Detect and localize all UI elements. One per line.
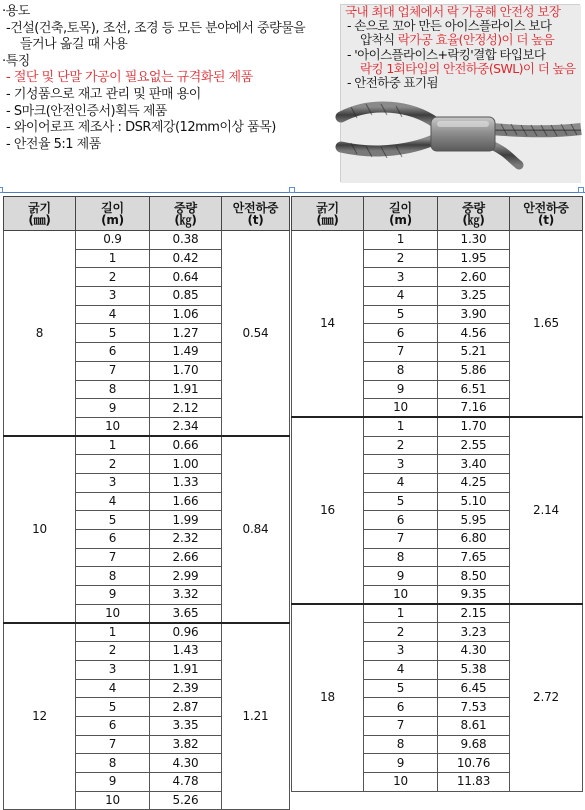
weight-cell: 9.35 (438, 586, 510, 605)
weight-cell: 1.27 (150, 324, 222, 343)
usage-line-2: 들거나 옮길 때 사용 (20, 37, 128, 53)
table-row (292, 231, 583, 250)
usage-title: ·용도 (2, 4, 30, 19)
diameter-cell: 10 (4, 436, 76, 623)
length-cell: 4 (364, 473, 438, 492)
length-cell: 9 (76, 586, 150, 605)
length-cell: 8 (364, 548, 438, 567)
table-body (292, 231, 583, 792)
weight-cell: 6.80 (438, 530, 510, 549)
length-cell: 5 (364, 679, 438, 698)
weight-cell: 4.56 (438, 324, 510, 343)
length-cell: 10 (364, 586, 438, 605)
length-cell: 10 (76, 604, 150, 623)
weight-cell: 1.33 (150, 473, 222, 492)
weight-cell: 2.66 (150, 548, 222, 567)
length-cell: 10 (364, 399, 438, 418)
length-cell: 4 (364, 660, 438, 679)
weight-cell: 3.23 (438, 623, 510, 642)
diameter-cell: 18 (292, 604, 364, 791)
weight-cell: 4.78 (150, 772, 222, 791)
table-row (4, 623, 290, 642)
selection-handle-middle[interactable] (289, 187, 295, 193)
header-weight: 중량 (㎏) (150, 197, 222, 231)
length-cell: 7 (76, 361, 150, 380)
swl-cell: 2.72 (510, 604, 583, 791)
length-cell: 9 (364, 380, 438, 399)
length-cell: 6 (364, 324, 438, 343)
weight-cell: 2.55 (438, 436, 510, 455)
swl-cell: 1.65 (510, 231, 583, 418)
length-cell: 7 (364, 343, 438, 362)
length-cell: 1 (76, 249, 150, 268)
length-cell: 5 (76, 324, 150, 343)
weight-cell: 4.25 (438, 473, 510, 492)
diameter-cell: 16 (292, 417, 364, 604)
weight-cell: 5.38 (438, 660, 510, 679)
length-cell: 1 (76, 623, 150, 642)
diameter-cell: 8 (4, 231, 76, 437)
weight-cell: 7.16 (438, 399, 510, 418)
header-swl: 안전하중 (t) (222, 197, 290, 231)
description-text (2, 4, 338, 153)
length-cell: 8 (364, 735, 438, 754)
weight-cell: 1.66 (150, 492, 222, 511)
length-cell: 4 (76, 679, 150, 698)
length-cell: 6 (76, 716, 150, 735)
length-cell: 7 (364, 530, 438, 549)
length-cell: 6 (364, 511, 438, 530)
spec-table-right (291, 196, 583, 792)
weight-cell: 5.21 (438, 343, 510, 362)
length-cell: 4 (364, 287, 438, 306)
weight-cell: 11.83 (438, 772, 510, 791)
length-cell: 10 (76, 791, 150, 810)
usage-line-1: -건설(건축,토목), 조선, 조경 등 모든 분야에서 중량물을 (6, 20, 306, 36)
length-cell: 3 (76, 660, 150, 679)
weight-cell: 2.34 (150, 417, 222, 436)
weight-cell: 1.99 (150, 511, 222, 530)
weight-cell: 7.53 (438, 698, 510, 717)
length-cell: 4 (76, 492, 150, 511)
feature-4: - 와이어로프 제조사 : DSR제강(12mm이상 품목) (6, 120, 276, 136)
length-cell: 6 (364, 698, 438, 717)
weight-cell: 7.65 (438, 548, 510, 567)
weight-cell: 4.30 (438, 642, 510, 661)
weight-cell: 0.64 (150, 268, 222, 287)
weight-cell: 0.38 (150, 231, 222, 250)
weight-cell: 5.95 (438, 511, 510, 530)
selection-handle-left[interactable] (0, 187, 3, 193)
weight-cell: 2.12 (150, 399, 222, 418)
length-cell: 4 (76, 305, 150, 324)
length-cell: 5 (76, 511, 150, 530)
weight-cell: 0.42 (150, 249, 222, 268)
length-cell: 7 (364, 716, 438, 735)
weight-cell: 1.91 (150, 380, 222, 399)
table-row (4, 436, 290, 455)
feature-2: - 기성품으로 재고 관리 및 판매 용이 (6, 86, 201, 102)
length-cell: 1 (364, 417, 438, 436)
length-cell: 3 (364, 268, 438, 287)
table-header-row (4, 197, 290, 231)
length-cell: 5 (364, 305, 438, 324)
weight-cell: 3.82 (150, 735, 222, 754)
weight-cell: 1.91 (150, 660, 222, 679)
photo-caption (345, 5, 581, 90)
length-cell: 7 (76, 548, 150, 567)
weight-cell: 1.70 (438, 417, 510, 436)
weight-cell: 0.96 (150, 623, 222, 642)
weight-cell: 1.70 (150, 361, 222, 380)
feature-1: - 절단 및 단말 가공이 필요없는 규격화된 제품 (6, 70, 253, 86)
swl-cell: 1.21 (222, 623, 290, 810)
product-description-box (0, 0, 585, 193)
length-cell: 3 (364, 455, 438, 474)
weight-cell: 3.40 (438, 455, 510, 474)
weight-cell: 3.35 (150, 716, 222, 735)
length-cell: 1 (364, 604, 438, 623)
photo-point-1a: - 손으로 꼬아 만든 아이스플라이스 보다 (347, 18, 552, 34)
weight-cell: 2.15 (438, 604, 510, 623)
swl-cell: 0.84 (222, 436, 290, 623)
weight-cell: 1.00 (150, 455, 222, 474)
length-cell: 9 (76, 772, 150, 791)
photo-headline: 국내 최대 업체에서 락 가공해 안전성 보장 (345, 4, 561, 19)
weight-cell: 8.50 (438, 567, 510, 586)
diameter-cell: 12 (4, 623, 76, 810)
weight-cell: 10.76 (438, 754, 510, 773)
feature-3: - S마크(안전인증서)획득 제품 (6, 103, 167, 119)
length-cell: 7 (76, 735, 150, 754)
length-cell: 2 (364, 623, 438, 642)
table-row (4, 231, 290, 250)
swl-cell: 2.14 (510, 417, 583, 604)
weight-cell: 0.66 (150, 436, 222, 455)
table-row (292, 604, 583, 623)
header-length: 길이 (m) (76, 197, 150, 231)
photo-point-2b: 락킹 1회타입의 안전하중(SWL)이 더 높음 (360, 60, 576, 76)
length-cell: 2 (76, 455, 150, 474)
length-cell: 1 (76, 436, 150, 455)
weight-cell: 9.68 (438, 735, 510, 754)
weight-cell: 5.10 (438, 492, 510, 511)
weight-cell: 3.25 (438, 287, 510, 306)
table-row (292, 417, 583, 436)
table-header-row (292, 197, 583, 231)
features-title: ·특징 (2, 53, 30, 69)
header-swl: 안전하중 (t) (510, 197, 583, 231)
weight-cell: 8.61 (438, 716, 510, 735)
length-cell: 2 (364, 249, 438, 268)
weight-cell: 2.39 (150, 679, 222, 698)
feature-5: - 안전율 5:1 제품 (6, 136, 101, 152)
length-cell: 3 (76, 473, 150, 492)
length-cell: 9 (76, 399, 150, 418)
weight-cell: 2.87 (150, 698, 222, 717)
diameter-cell: 14 (292, 231, 364, 418)
header-diameter: 굵기 (㎜) (4, 197, 76, 231)
length-cell: 8 (76, 754, 150, 773)
weight-cell: 3.65 (150, 604, 222, 623)
weight-cell: 2.60 (438, 268, 510, 287)
length-cell: 10 (76, 417, 150, 436)
weight-cell: 1.49 (150, 343, 222, 362)
weight-cell: 5.86 (438, 361, 510, 380)
photo-point-2a: - '아이스플라이스+락킹'결합 타입보다 (347, 46, 546, 62)
length-cell: 9 (364, 567, 438, 586)
weight-cell: 2.99 (150, 567, 222, 586)
length-cell: 2 (364, 436, 438, 455)
weight-cell: 5.26 (150, 791, 222, 810)
weight-cell: 6.45 (438, 679, 510, 698)
weight-cell: 0.85 (150, 287, 222, 306)
header-weight: 중량 (㎏) (438, 197, 510, 231)
spec-table-left (3, 196, 290, 810)
length-cell: 3 (364, 642, 438, 661)
length-cell: 1 (364, 231, 438, 250)
length-cell: 2 (76, 642, 150, 661)
weight-cell: 1.95 (438, 249, 510, 268)
length-cell: 0.9 (76, 231, 150, 250)
length-cell: 5 (76, 698, 150, 717)
swl-cell: 0.54 (222, 231, 290, 437)
length-cell: 3 (76, 287, 150, 306)
weight-cell: 3.32 (150, 586, 222, 605)
photo-point-1b: 압착식 락가공 효율(안정성)이 더 높음 (360, 32, 555, 48)
photo-point-3: - 안전하중 표기됨 (347, 75, 438, 91)
length-cell: 8 (364, 361, 438, 380)
table-body (4, 231, 290, 810)
weight-cell: 1.43 (150, 642, 222, 661)
weight-cell: 1.06 (150, 305, 222, 324)
length-cell: 6 (76, 343, 150, 362)
length-cell: 5 (364, 492, 438, 511)
length-cell: 8 (76, 380, 150, 399)
weight-cell: 3.90 (438, 305, 510, 324)
weight-cell: 2.32 (150, 530, 222, 549)
length-cell: 10 (364, 772, 438, 791)
wire-rope-photo (340, 4, 580, 182)
length-cell: 2 (76, 268, 150, 287)
header-length: 길이 (m) (364, 197, 438, 231)
length-cell: 9 (364, 754, 438, 773)
weight-cell: 4.30 (150, 754, 222, 773)
weight-cell: 1.30 (438, 231, 510, 250)
selection-handle-right[interactable] (578, 187, 584, 193)
weight-cell: 6.51 (438, 380, 510, 399)
length-cell: 8 (76, 567, 150, 586)
header-diameter: 굵기 (㎜) (292, 197, 364, 231)
length-cell: 6 (76, 530, 150, 549)
